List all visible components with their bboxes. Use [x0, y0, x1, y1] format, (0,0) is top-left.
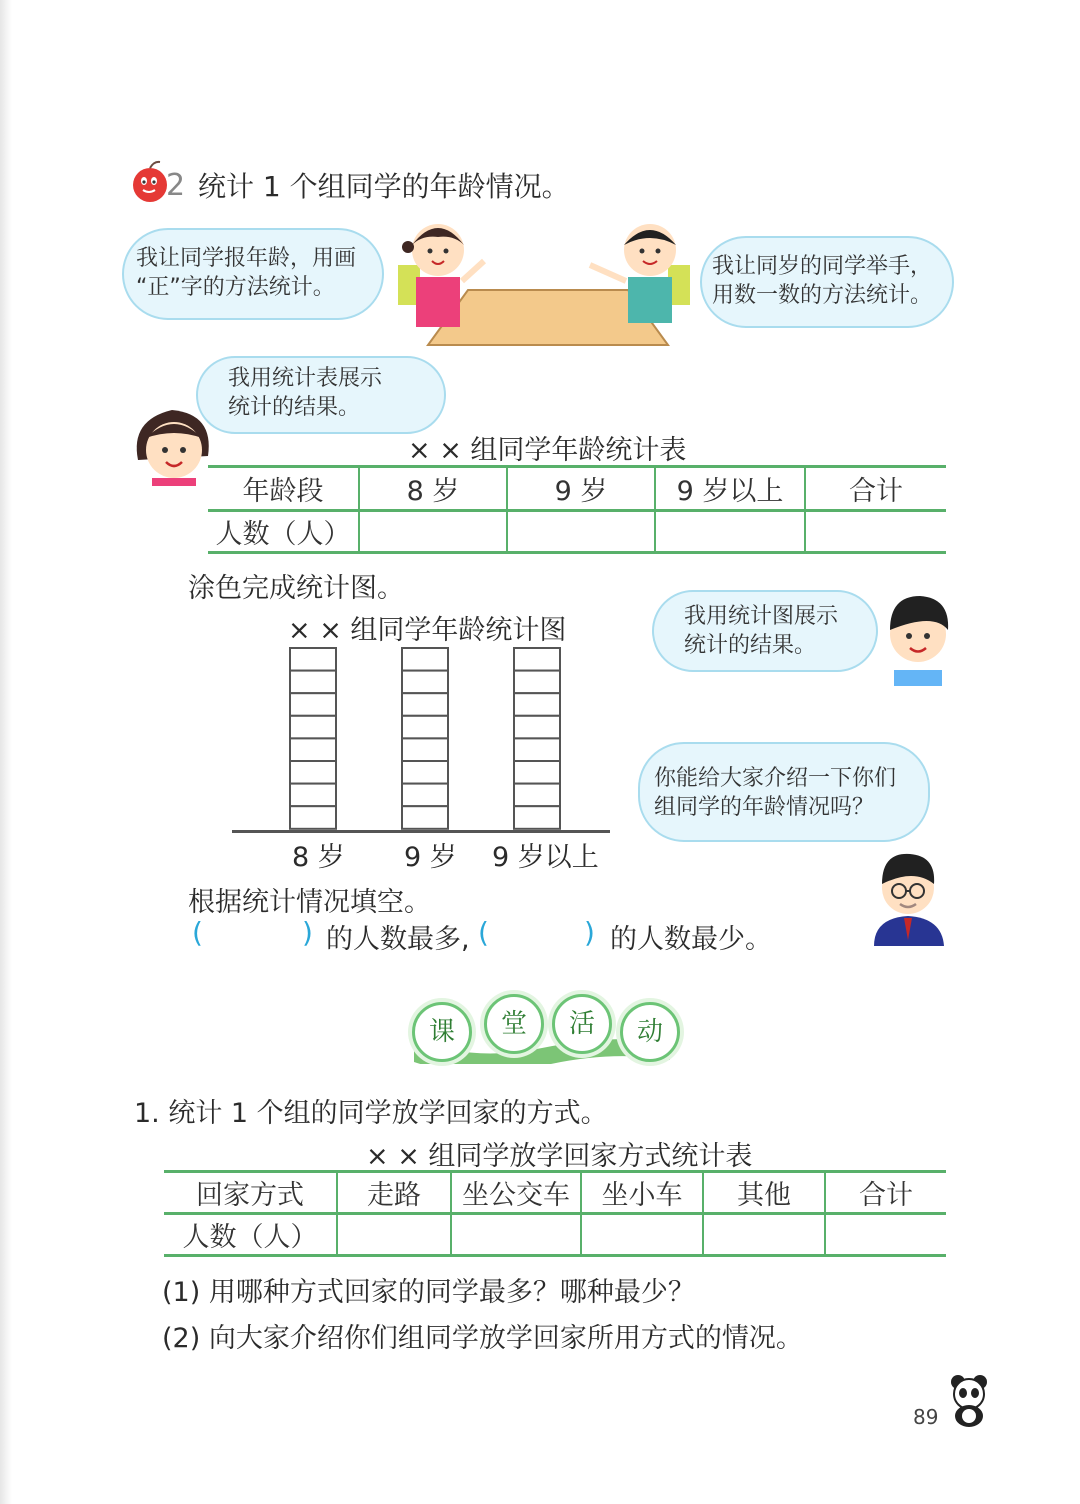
- bar-cell[interactable]: [402, 738, 448, 761]
- teacher-speech-cloud: [638, 742, 930, 842]
- girl2-speech-cloud: [196, 356, 446, 434]
- age-table-row-label: 人数（人）: [208, 511, 359, 553]
- teacher-avatar: [868, 848, 952, 946]
- question-2: (2) 向大家介绍你们组同学放学回家所用方式的情况。: [162, 1323, 803, 1354]
- commute-header-label: 回家方式: [164, 1172, 337, 1214]
- bar-cell[interactable]: [290, 693, 336, 716]
- bar-cell[interactable]: [514, 784, 560, 807]
- table1-title: × × 组同学年龄统计表: [408, 435, 687, 466]
- commute-header-car: 坐小车: [581, 1172, 703, 1214]
- girl2-speech-line1: 我用统计表展示: [228, 366, 383, 391]
- age-table-cell[interactable]: [805, 511, 946, 553]
- bar-cell[interactable]: [402, 784, 448, 807]
- commute-table-cell[interactable]: [451, 1214, 581, 1256]
- bar-cell[interactable]: [514, 738, 560, 761]
- blank-least-input[interactable]: [496, 920, 580, 950]
- least-text: 的人数最少。: [610, 924, 772, 955]
- age-table-header-8: 8 岁: [359, 467, 507, 511]
- boy-speech-cloud: [700, 236, 954, 328]
- bar-cell[interactable]: [402, 716, 448, 739]
- chart-category-8: 8 岁: [292, 842, 345, 873]
- bar-cell[interactable]: [290, 716, 336, 739]
- boy2-speech-cloud: [652, 590, 878, 672]
- boy2-speech-line1: 我用统计图展示: [684, 604, 839, 629]
- age-table-header-total: 合计: [805, 467, 946, 511]
- banner-char-1: 课: [412, 1002, 472, 1062]
- bar-cell[interactable]: [514, 761, 560, 784]
- boy-speech-line2: 用数一数的方法统计。: [712, 283, 933, 308]
- chart-category-over9: 9 岁以上: [492, 842, 599, 873]
- girl-speech-line1: 我让同学报年龄，用画: [136, 246, 357, 271]
- banner-char-2: 堂: [484, 994, 544, 1054]
- activity-item1: 1. 统计 1 个组的同学放学回家的方式。: [134, 1098, 608, 1129]
- age-table-header-9: 9 岁: [507, 467, 655, 511]
- bar-cell[interactable]: [402, 671, 448, 694]
- boy2-speech-line2: 统计的结果。: [684, 633, 817, 658]
- age-table-cell[interactable]: [655, 511, 805, 553]
- commute-table-cell[interactable]: [337, 1214, 451, 1256]
- blank-most-input[interactable]: [212, 920, 298, 950]
- age-table-header-label: 年龄段: [208, 467, 359, 511]
- bar-cell[interactable]: [290, 784, 336, 807]
- teacher-speech-line1: 你能给大家介绍一下你们: [654, 766, 897, 791]
- exercise-number: 2: [166, 168, 186, 203]
- age-table-header-over9: 9 岁以上: [655, 467, 805, 511]
- apple-number-badge: [130, 160, 190, 206]
- page-edge: [0, 0, 12, 1504]
- exercise-title: 统计 1 个组同学的年龄情况。: [198, 170, 570, 203]
- bar-cell[interactable]: [290, 761, 336, 784]
- boy-avatar: [878, 590, 958, 686]
- age-table-cell[interactable]: [359, 511, 507, 553]
- bar-cell[interactable]: [402, 761, 448, 784]
- teacher-speech-line2: 组同学的年龄情况吗？: [654, 795, 875, 820]
- girl-avatar: [130, 400, 216, 486]
- age-table-cell[interactable]: [507, 511, 655, 553]
- blank-left-open: (: [192, 916, 203, 949]
- commute-header-walk: 走路: [337, 1172, 451, 1214]
- age-table: [208, 465, 946, 554]
- bar-column-2[interactable]: [402, 648, 448, 829]
- blank-right-open: (: [478, 916, 489, 949]
- commute-table-cell[interactable]: [581, 1214, 703, 1256]
- table2-title: × × 组同学放学回家方式统计表: [366, 1141, 753, 1172]
- chart-x-axis: [232, 830, 610, 833]
- commute-table: [164, 1170, 946, 1257]
- most-text: 的人数最多,: [326, 924, 470, 955]
- bar-cell[interactable]: [514, 806, 560, 829]
- bar-cell[interactable]: [514, 693, 560, 716]
- classroom-table-illustration: [388, 215, 698, 355]
- bar-cell[interactable]: [290, 738, 336, 761]
- bar-cell[interactable]: [290, 648, 336, 671]
- girl-speech-line2: “正”字的方法统计。: [136, 275, 335, 300]
- color-instruction: 涂色完成统计图。: [188, 573, 404, 604]
- commute-table-cell[interactable]: [703, 1214, 825, 1256]
- commute-header-bus: 坐公交车: [451, 1172, 581, 1214]
- chart-category-9: 9 岁: [404, 842, 457, 873]
- bar-cell[interactable]: [514, 648, 560, 671]
- bar-cell[interactable]: [402, 693, 448, 716]
- bar-cell[interactable]: [514, 716, 560, 739]
- bar-cell[interactable]: [402, 648, 448, 671]
- girl2-speech-line2: 统计的结果。: [228, 395, 361, 420]
- commute-header-total: 合计: [825, 1172, 946, 1214]
- fill-instruction: 根据统计情况填空。: [188, 887, 431, 918]
- panda-icon: [944, 1372, 994, 1428]
- chart-title: × × 组同学年龄统计图: [288, 615, 567, 646]
- bar-cell[interactable]: [290, 806, 336, 829]
- bar-cell[interactable]: [290, 671, 336, 694]
- page-number: 89: [913, 1405, 939, 1429]
- bar-column-1[interactable]: [290, 648, 336, 829]
- bar-cell[interactable]: [514, 671, 560, 694]
- bar-column-3[interactable]: [514, 648, 560, 829]
- bar-cell[interactable]: [402, 806, 448, 829]
- commute-header-other: 其他: [703, 1172, 825, 1214]
- banner-char-3: 活: [552, 994, 612, 1054]
- question-1: (1) 用哪种方式回家的同学最多？哪种最少？: [162, 1277, 695, 1308]
- boy-speech-line1: 我让同岁的同学举手，: [712, 254, 933, 279]
- blank-right-close: ): [584, 916, 595, 949]
- banner-char-4: 动: [620, 1002, 680, 1062]
- commute-table-cell[interactable]: [825, 1214, 946, 1256]
- blank-left-close: ): [302, 916, 313, 949]
- commute-row-label: 人数（人）: [164, 1214, 337, 1256]
- girl-speech-cloud: [122, 228, 384, 320]
